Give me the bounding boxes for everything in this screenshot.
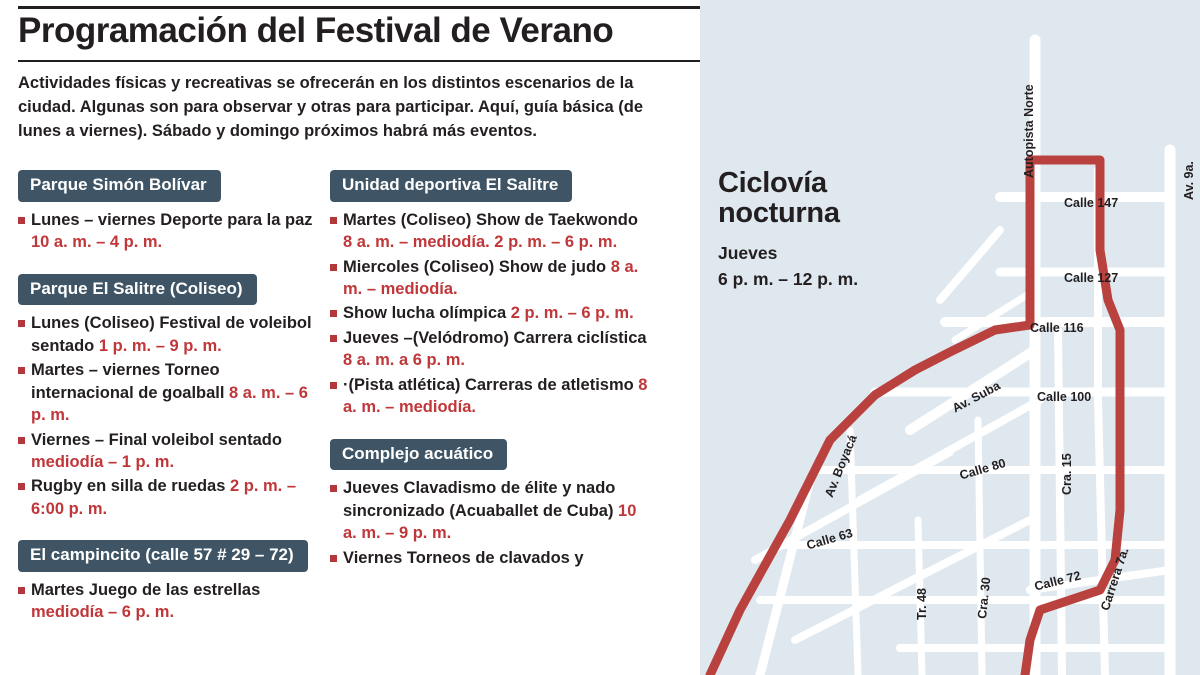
schedule-time: 8 a. m. a 6 p. m. (343, 351, 465, 370)
section-block (18, 170, 318, 254)
street-label: Cra. 30 (975, 576, 994, 620)
section-block (330, 439, 650, 569)
schedule-item (18, 312, 318, 357)
map-panel (700, 0, 1200, 675)
schedule-item (18, 475, 318, 520)
map-subtitle-line1: Jueves (718, 243, 778, 263)
section-header: El campincito (calle 57 # 29 – 72) (18, 540, 308, 572)
street-label: Calle 72 (1033, 568, 1083, 594)
schedule-text: Martes Juego de las estrellas (31, 581, 261, 600)
schedule-item (18, 359, 318, 426)
schedule-text: Martes (Coliseo) Show de Taekwondo (343, 210, 638, 229)
map-graphic (700, 0, 1200, 675)
intro-paragraph: Actividades físicas y recreativas se ofrecerán en los distintos escenarios de la ciudad. Algunas son para observar y otras para participar. Aquí, guía básica (de lunes a viernes). Sábado y domingo próximos habrá más eventos. (18, 74, 644, 140)
street-label: Calle 116 (1030, 321, 1084, 335)
schedule-list (18, 209, 318, 254)
street-label: Av. Suba (950, 378, 1003, 416)
schedule-list (18, 579, 318, 624)
schedule-item (18, 429, 318, 474)
schedule-time: 8 a. m. – 6 p. m. (31, 383, 308, 425)
section-block (18, 274, 318, 521)
schedule-item (18, 209, 318, 254)
schedule-list (330, 209, 650, 419)
schedule-text: Lunes (Coliseo) Festival de voleibol sentado (31, 314, 312, 355)
schedule-time: 10 a. m. – 9 p. m. (343, 501, 637, 543)
street-label: Calle 80 (958, 455, 1008, 483)
column-middle (330, 170, 650, 589)
section-header: Complejo acuático (330, 439, 507, 471)
street-label: Calle 127 (1064, 271, 1119, 285)
schedule-list (18, 312, 318, 520)
section-header: Parque Simón Bolívar (18, 170, 221, 202)
schedule-item (18, 579, 318, 624)
schedule-item (330, 256, 650, 301)
section-block (18, 540, 318, 624)
section-block (330, 170, 650, 419)
street-label: Autopista Norte (1022, 84, 1036, 178)
schedule-text: Jueves Clavadismo de élite y nado sincronizado (Acuaballet de Cuba) (343, 479, 619, 520)
schedule-item (330, 477, 650, 544)
street-label: Av. 9a. (1182, 161, 1196, 200)
street-label: Calle 100 (1037, 390, 1092, 404)
schedule-item (330, 209, 650, 254)
schedule-list (330, 477, 650, 569)
schedule-time: 10 a. m. – 4 p. m. (31, 233, 163, 252)
title-divider (18, 60, 718, 62)
schedule-item (330, 547, 650, 569)
schedule-time: mediodía – 6 p. m. (31, 603, 175, 622)
schedule-text: Martes – viernes Torneo internacional de goalball (31, 361, 230, 402)
schedule-text: Rugby en silla de ruedas (31, 477, 230, 496)
schedule-text: Viernes – Final voleibol sentado (31, 430, 282, 449)
schedule-text: Miercoles (Coliseo) Show de judo (343, 257, 611, 276)
street-label: Av. Boyacá (822, 432, 860, 500)
schedule-time: 8 a. m. – mediodía. (343, 257, 639, 299)
map-subtitle-line2: 6 p. m. – 12 p. m. (718, 269, 859, 290)
street-label: Calle 63 (805, 525, 855, 553)
street-label: Cra. 15 (1060, 453, 1074, 495)
schedule-time: 1 p. m. – 9 p. m. (98, 336, 222, 355)
map-subtitle (718, 240, 858, 293)
street-label: Tr. 48 (915, 588, 929, 620)
schedule-time: 2 p. m. – 6 p. m. (510, 304, 634, 323)
schedule-time: 8 a. m. – mediodía. 2 p. m. – 6 p. m. (343, 233, 618, 252)
schedule-time: 8 a. m. – mediodía. (343, 375, 648, 417)
schedule-text: Show lucha olímpica (343, 304, 511, 323)
schedule-text: Lunes – viernes Deporte para la paz (31, 210, 313, 229)
schedule-time: mediodía – 1 p. m. (31, 452, 175, 471)
schedule-time: 2 p. m. – 6:00 p. m. (31, 477, 297, 518)
top-divider (18, 6, 748, 9)
section-header: Parque El Salitre (Coliseo) (18, 274, 257, 306)
column-left (18, 170, 318, 644)
schedule-item (330, 374, 650, 419)
schedule-item (330, 302, 650, 324)
schedule-text: ·(Pista atlética) Carreras de atletismo (343, 375, 639, 394)
street-label: Carrera 7a. (1098, 545, 1132, 613)
street-label: Calle 147 (1064, 196, 1119, 210)
schedule-text: Viernes Torneos de clavados y (343, 548, 584, 567)
page-title: Programación del Festival de Verano (18, 11, 614, 50)
section-header: Unidad deportiva El Salitre (330, 170, 572, 202)
schedule-text: Jueves –(Velódromo) Carrera ciclística (343, 328, 647, 347)
schedule-item (330, 327, 650, 372)
map-title: Ciclovía nocturna (718, 167, 840, 230)
